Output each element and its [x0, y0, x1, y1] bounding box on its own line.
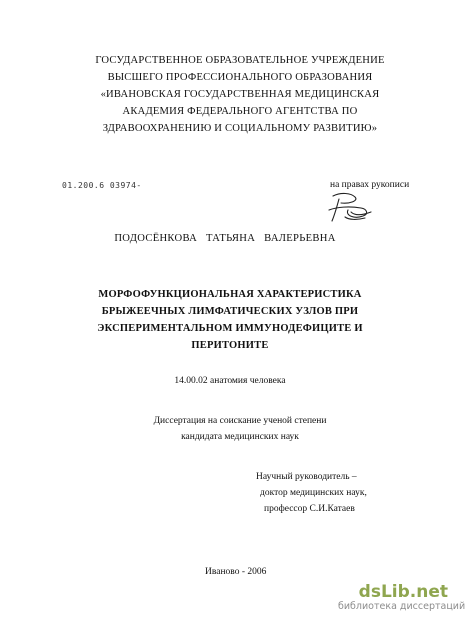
watermark-subtitle: библиотека диссертаций: [338, 601, 465, 612]
institution-line: АКАДЕМИЯ ФЕДЕРАЛЬНОГО АГЕНТСТВА ПО: [122, 106, 358, 117]
watermark-logo: dsLib.net: [358, 582, 448, 602]
supervisor-block: [256, 469, 367, 517]
institution-line: «ИВАНОВСКАЯ ГОСУДАРСТВЕННАЯ МЕДИЦИНСКАЯ: [100, 89, 380, 100]
registry-stamp-number: 01.200.6 03974-: [62, 181, 142, 190]
title-line: МОРФОФУНКЦИОНАЛЬНАЯ ХАРАКТЕРИСТИКА: [98, 289, 362, 300]
author-name: ПОДОСЁНКОВА ТАТЬЯНА ВАЛЕРЬЕВНА: [114, 233, 336, 244]
supervisor-line: Научный руководитель –: [256, 472, 357, 482]
supervisor-line: профессор С.И.Катаев: [264, 504, 355, 514]
degree-statement: [120, 413, 360, 445]
degree-line: Диссертация на соискание ученой степени: [153, 416, 327, 426]
institution-header: [70, 52, 410, 137]
signature-image: [315, 190, 375, 224]
specialty-code: 14.00.02 анатомия человека: [174, 376, 286, 386]
institution-line: ЗДРАВООХРАНЕНИЮ И СОЦИАЛЬНОМУ РАЗВИТИЮ»: [102, 123, 378, 134]
manuscript-rights-note: на правах рукописи: [330, 180, 410, 190]
institution-line: ГОСУДАРСТВЕННОЕ ОБРАЗОВАТЕЛЬНОЕ УЧРЕЖДЕНИЕ: [95, 55, 385, 66]
degree-line: кандидата медицинских наук: [181, 432, 299, 442]
institution-line: ВЫСШЕГО ПРОФЕССИОНАЛЬНОГО ОБРАЗОВАНИЯ: [107, 72, 373, 83]
dslib-watermark: [338, 582, 465, 613]
dissertation-title: [60, 286, 400, 354]
title-line: ПЕРИТОНИТЕ: [191, 340, 269, 351]
title-line: ЭКСПЕРИМЕНТАЛЬНОМ ИММУНОДЕФИЦИТЕ И: [97, 323, 363, 334]
city-year: Иваново - 2006: [205, 567, 267, 577]
supervisor-line: доктор медицинских наук,: [260, 488, 367, 498]
title-line: БРЫЖЕЕЧНЫХ ЛИМФАТИЧЕСКИХ УЗЛОВ ПРИ: [101, 306, 359, 317]
